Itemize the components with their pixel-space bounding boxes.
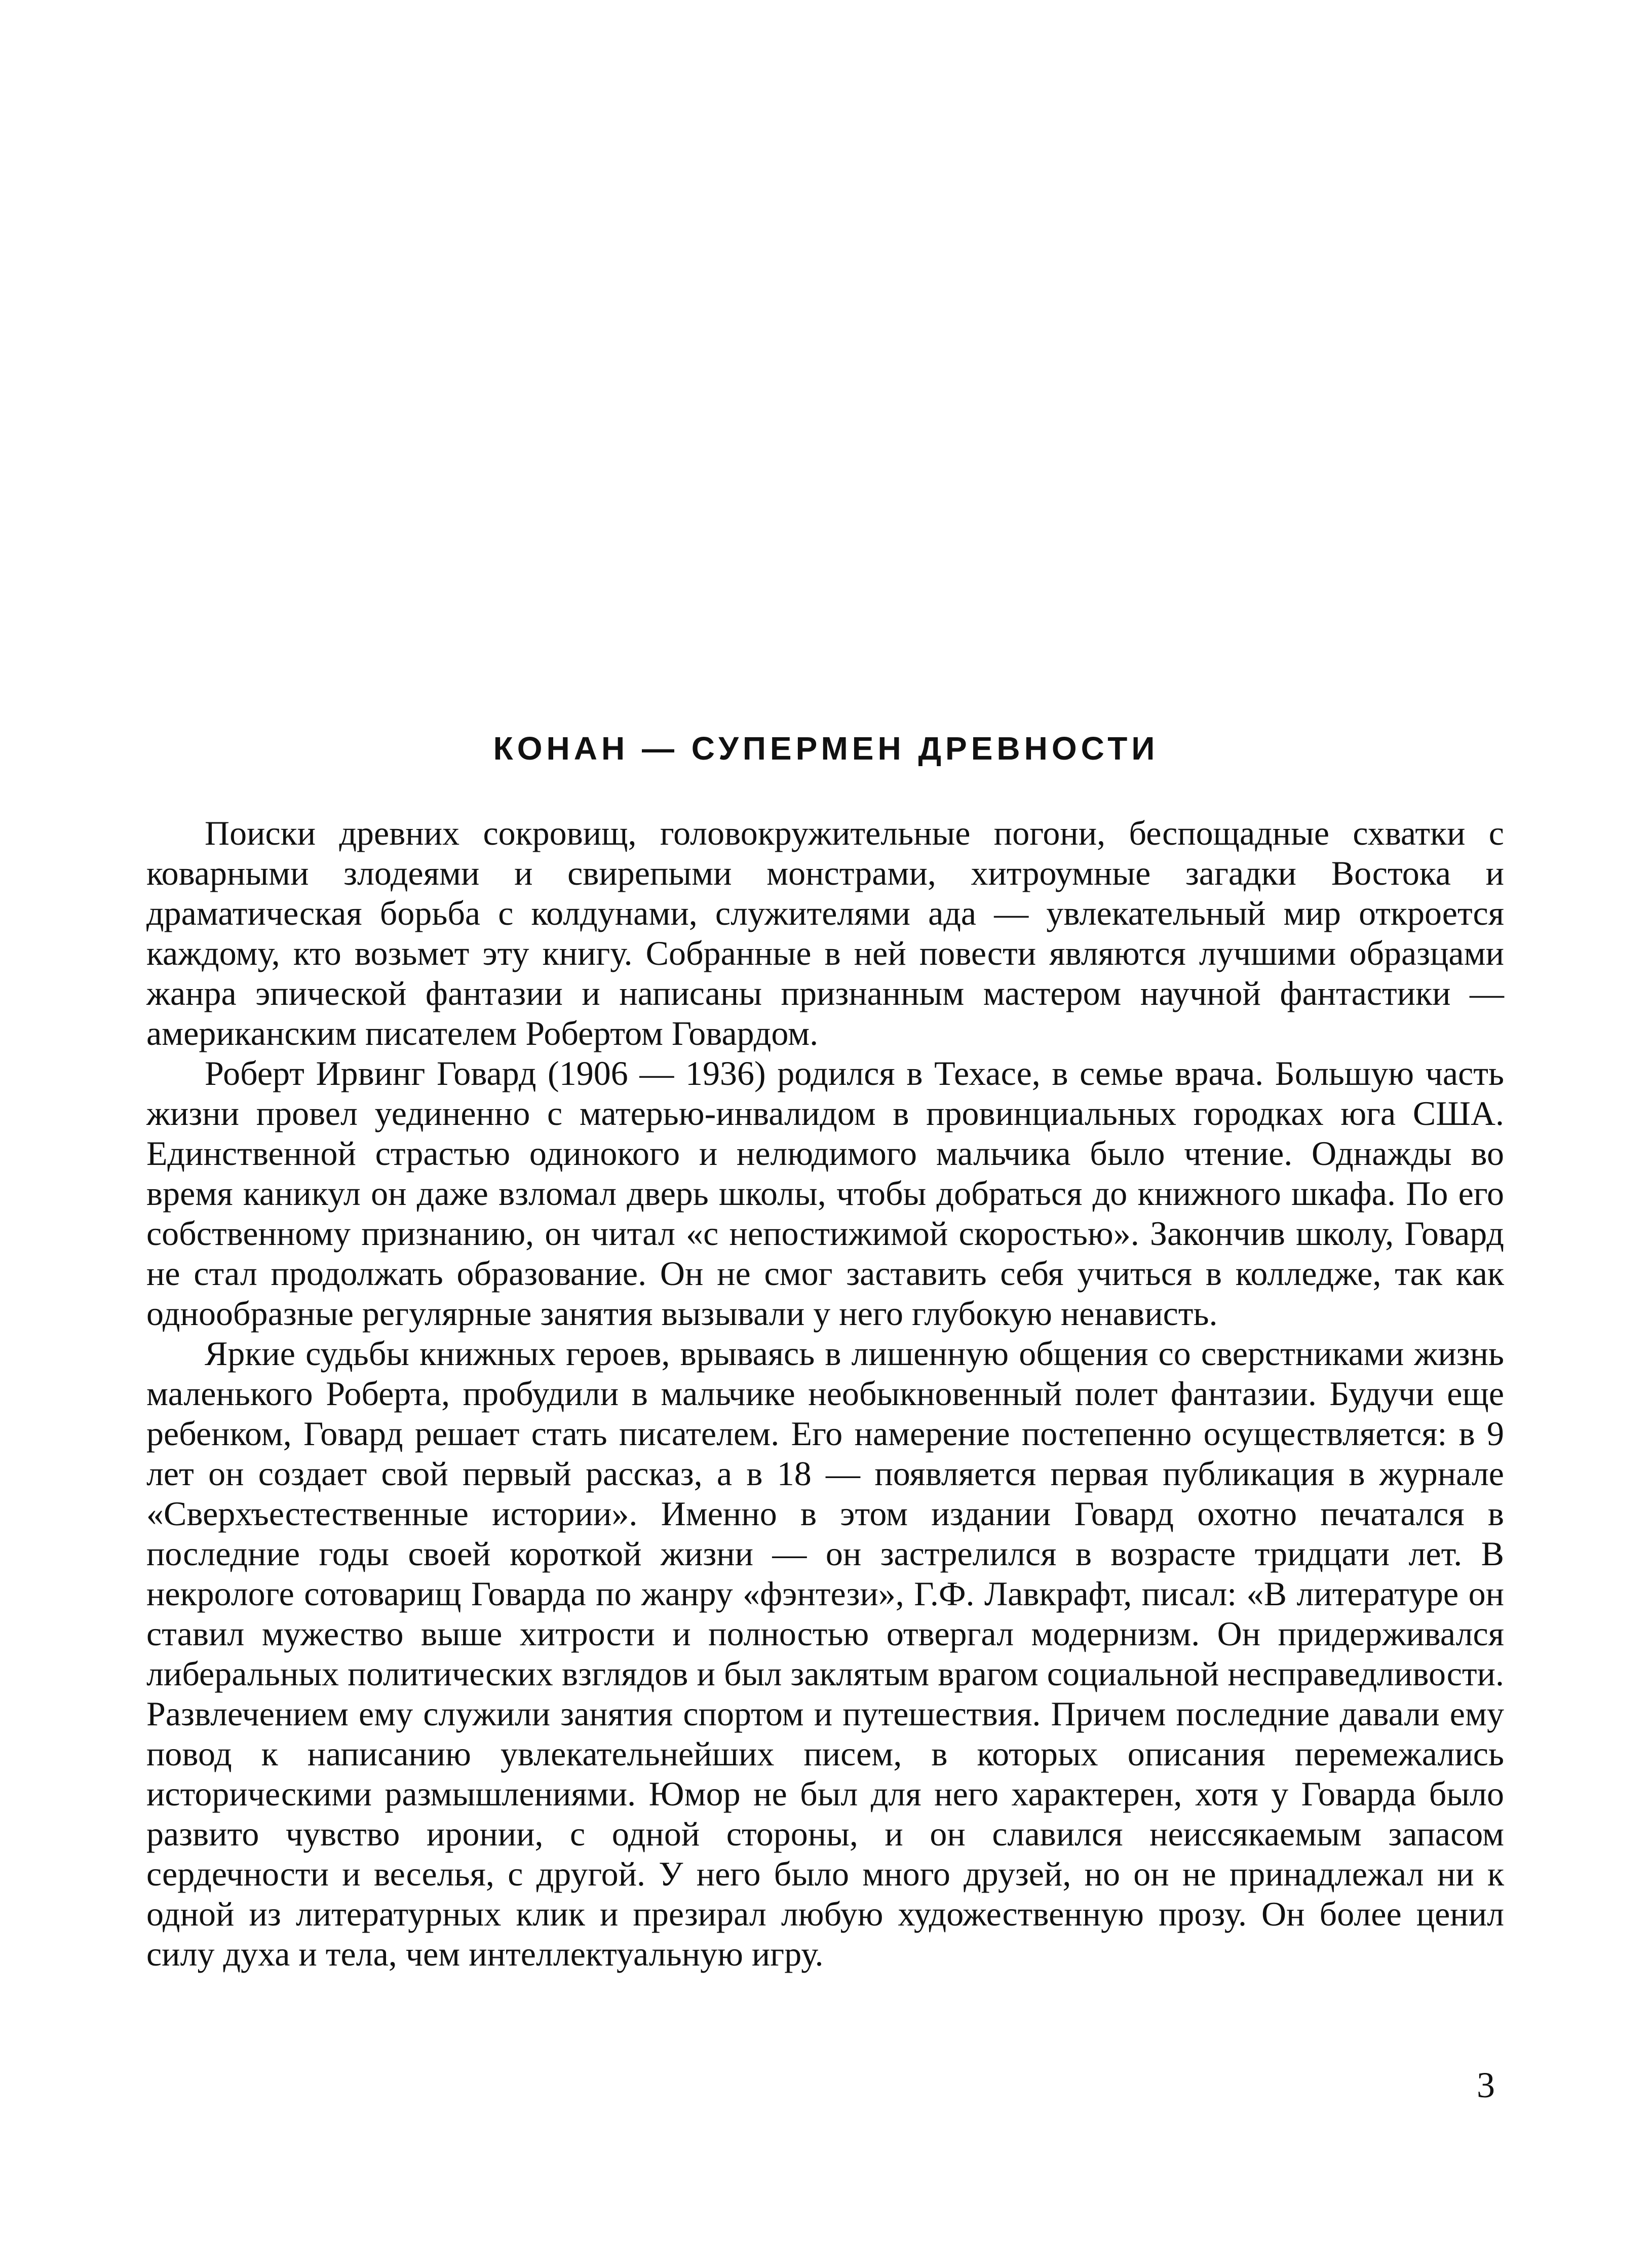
paragraph-3: Яркие судьбы книжных героев, врываясь в лишенную общения со сверстниками жизнь маленького Роберта, пробудили в мальчике необыкновенный полет фантазии. Будучи еще ребенком, Говард решает стать писателем. Его намерение постепенно осуществляется: в 9 лет он создает свой первый рассказ, а в 18 — появляется первая публикация в журнале «Сверхъестественные истории». Именно в этом издании Говард охотно печатался в последние годы своей короткой жизни — он застрелился в возрасте тридцати лет. В некрологе сотоварищ Говарда по жанру «фэнтези», Г.Ф. Лавкрафт, писал: «В литературе он ставил мужество выше хитрости и полностью отвергал модернизм. Он придерживался либеральных политических взглядов и был заклятым врагом социальной несправедливости. Развлечением ему служили занятия спортом и путешествия. Причем последние давали ему повод к написанию увлекательнейших писем, в которых описания перемежались историческими размышлениями. Юмор не был для него характерен, хотя у Говарда было развито чувство иронии, с одной стороны, и он славился неиссякаемым запасом сердечности и веселья, с другой. У него было много друзей, но он не принадлежал ни к одной из литературных клик и презирал любую художественную прозу. Он более ценил силу духа и тела, чем интеллектуальную игру.: [146, 1334, 1504, 1973]
paragraph-2: Роберт Ирвинг Говард (1906 — 1936) родился в Техасе, в семье врача. Большую часть жизни провел уединенно с матерью-инвалидом в провинциальных городках юга США. Единственной страстью одинокого и нелюдимого мальчика было чтение. Однажды во время каникул он даже взломал дверь школы, чтобы добраться до книжного шкафа. По его собственному признанию, он читал «с непостижимой скоростью». Закончив школу, Говард не стал продолжать образование. Он не смог заставить себя учиться в колледже, так как однообразные регулярные занятия вызывали у него глубокую ненависть.: [146, 1054, 1504, 1333]
page-number: 3: [1477, 2065, 1495, 2105]
paragraph-1: Поиски древних сокровищ, головокружительные погони, беспощадные схватки с коварными злодеями и свирепыми монстрами, хитроумные загадки Востока и драматическая борьба с колдунами, служителями ада — увлекательный мир откроется каждому, кто возьмет эту книгу. Собранные в ней повести являются лучшими образцами жанра эпической фантазии и написаны признанным мастером научной фантастики — американским писателем Робертом Говардом.: [146, 814, 1504, 1052]
body-text: [146, 813, 1504, 1974]
chapter-title: КОНАН — СУПЕРМЕН ДРЕВНОСТИ: [493, 730, 1159, 767]
